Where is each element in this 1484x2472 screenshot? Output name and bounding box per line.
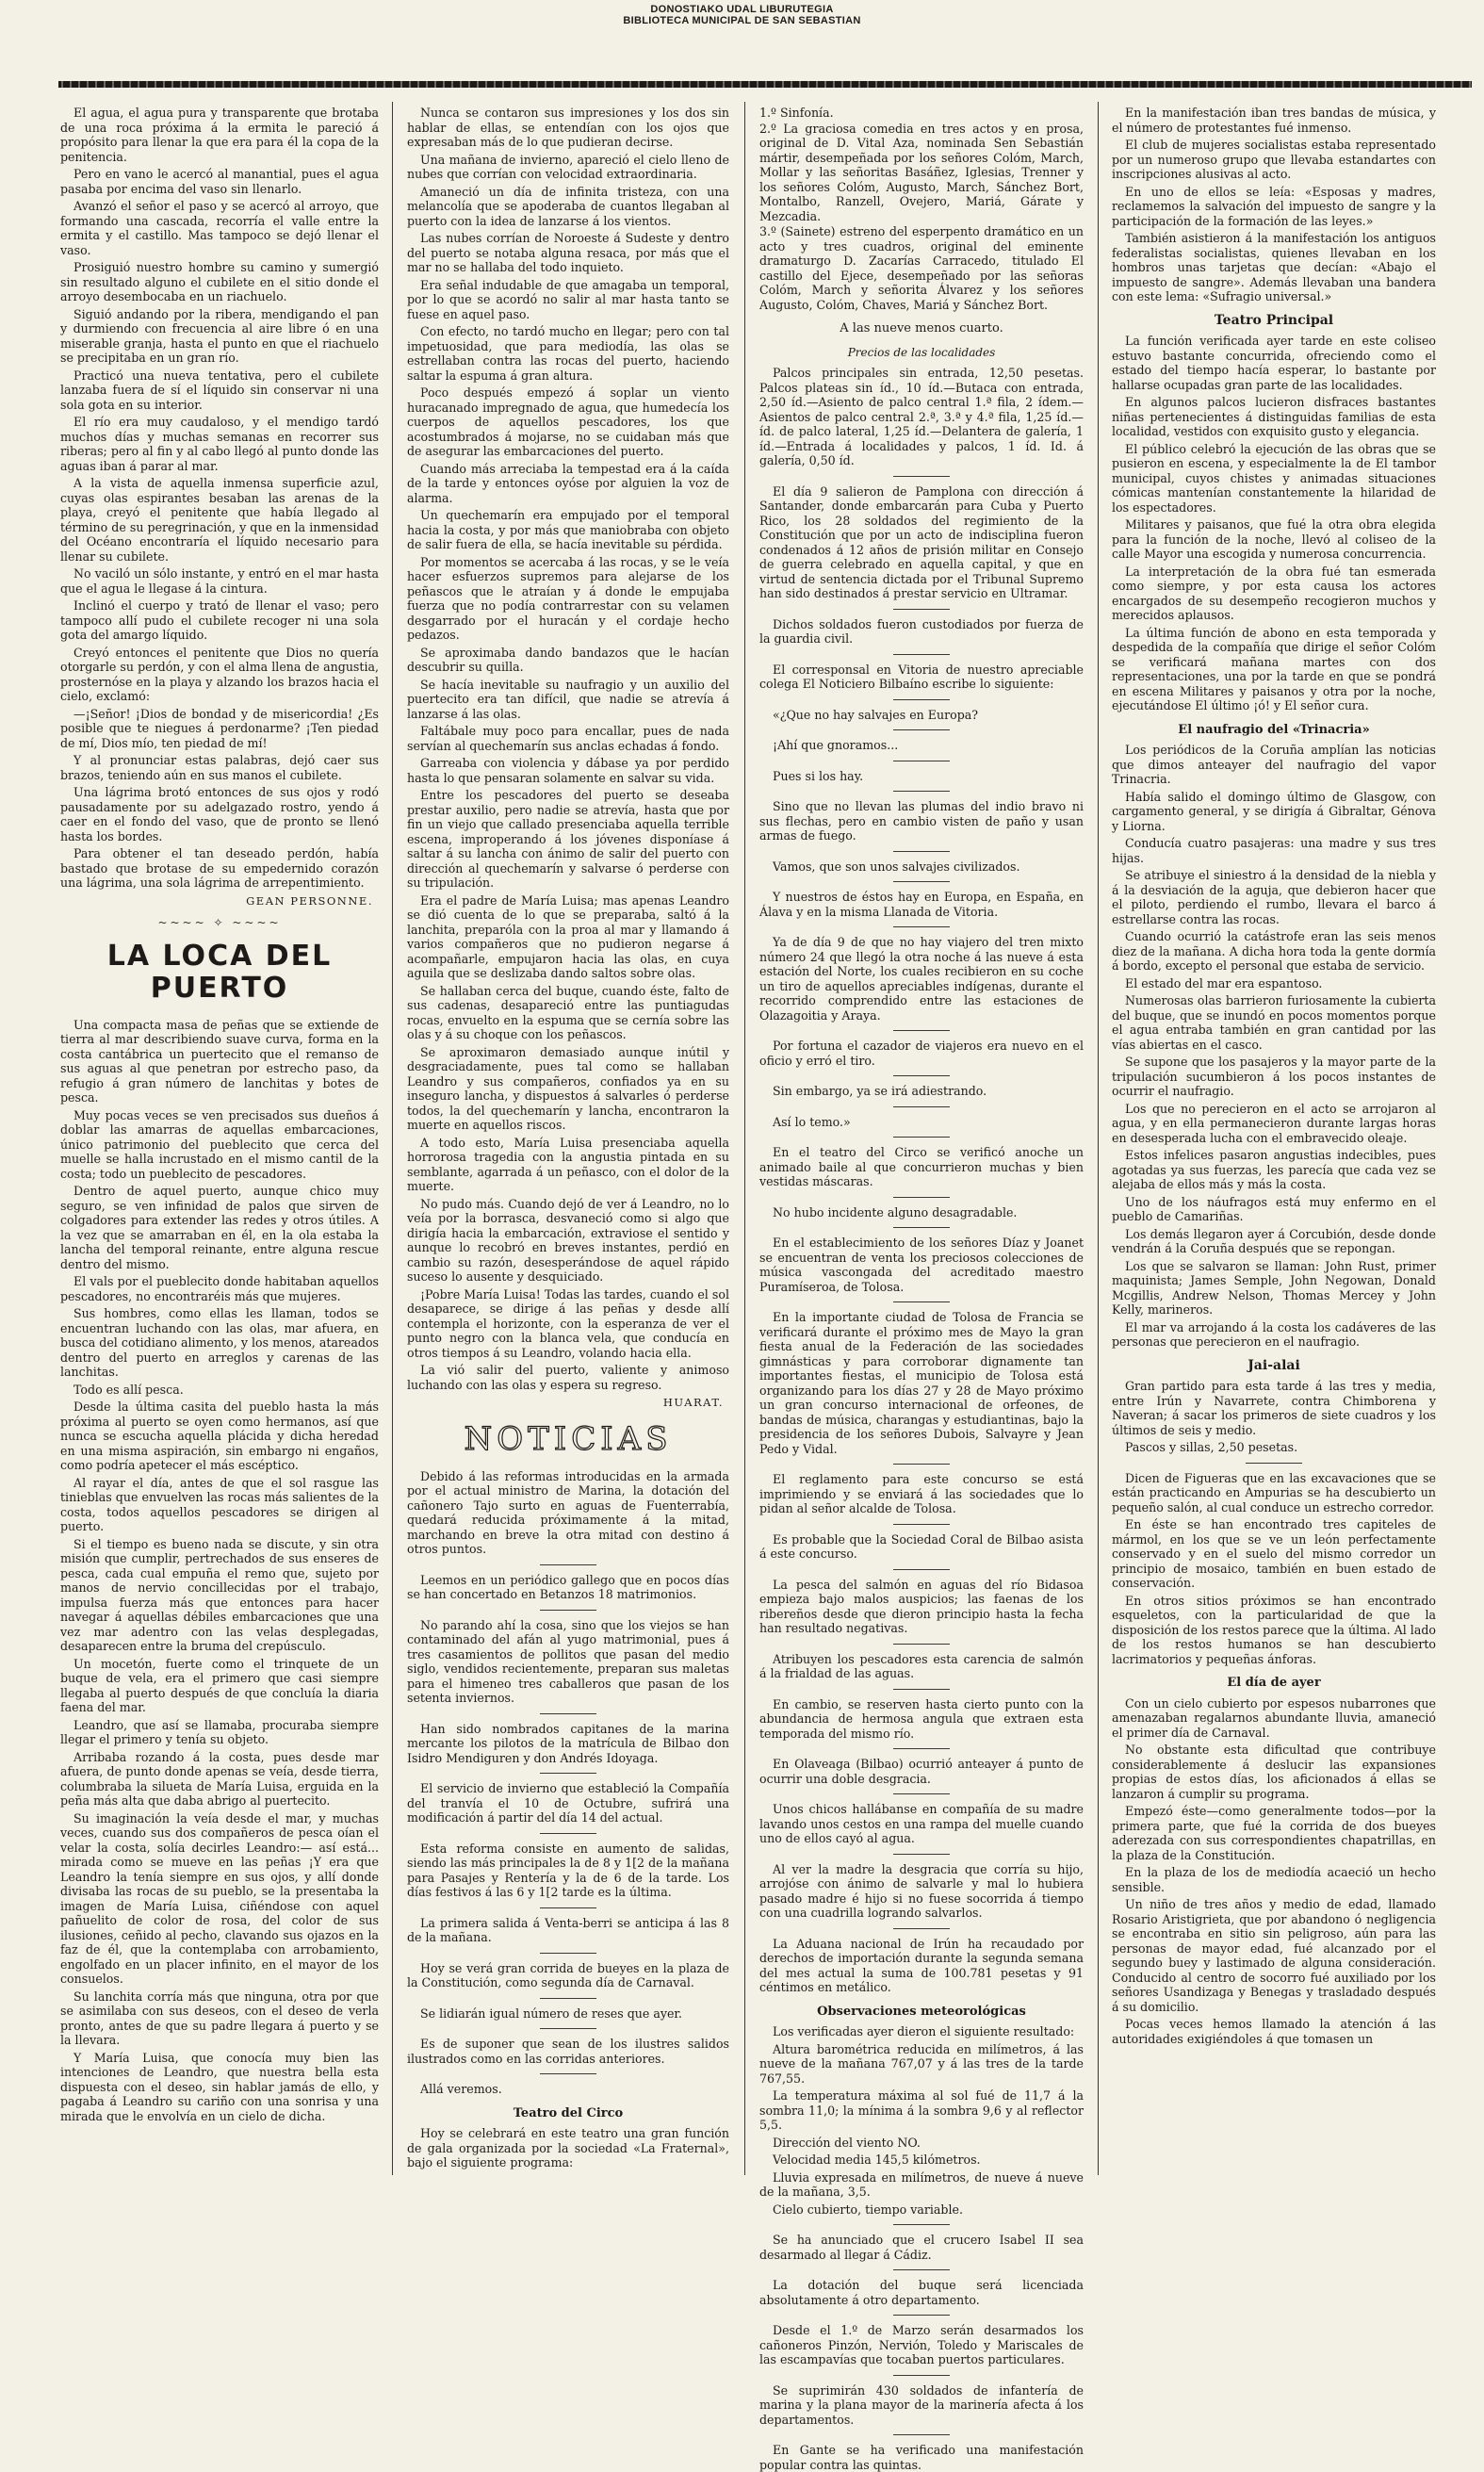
paragraph: Es de suponer que sean de los ilustres salidos ilustrados como en las corridas anteriores. [407,2037,729,2066]
separator [540,1953,596,1954]
column-divider [744,102,745,2175]
paragraph: Es probable que la Sociedad Coral de Bilbao asista á este concurso. [759,1531,1084,1561]
paragraph: Se aproximaron demasiado aunque inútil y desgraciadamente, pues tal como se hallaban Leandro y sus compañeros, confiados ya en su inseguro lancha, y dispuestos á salvarles ó perderse todos, la del quechemarín y lancha, encontraron la muerte en aquellos riscos. [407,1044,729,1132]
separator [893,1793,950,1794]
paragraph: Todo es allí pesca. [73,1382,184,1397]
separator [540,1833,596,1834]
separator [893,881,950,882]
separator [893,2269,950,2270]
paragraph: No parando ahí la cosa, sino que los viejos se han contaminado del afán al yugo matrimonial, pues á tres casamientos de pollitos que pasan del medio siglo, vendidos recientemente, preparan sus maletas para el himeneo tres caballeros que pasan de los setenta inviernos. [407,1617,729,1705]
paragraph: Desde la última casita del pueblo hasta la más próxima al puerto se oyen como hermanos, así que nunca se escucha aquella plácida y dicha heredad en una misma aspiración, sin embargo ni engaños, como podría apetecer el más escéptico. [60,1400,379,1472]
column-divider [392,102,393,2175]
paragraph: En la plaza de los de mediodía acaeció un hecho sensible. [1112,1865,1436,1894]
separator [540,1564,596,1565]
paragraph: Sus hombres, como ellas les llaman, todos se encuentran luchando con las olas, mar afuera, en busca del cotidiano alimento, y los menos, atareados dentro del puerto en arreglos y carenas de las lanchitas. [60,1306,379,1379]
paragraph: Se suprimirán 430 soldados de infantería de marina y la plana mayor de la marinería afecta á los departamentos. [759,2382,1084,2427]
article-body [60,1018,379,2124]
paragraph: Era el padre de María Luisa; mas apenas Leandro se dió cuenta de lo que se preparaba, saltó á la lanchita, preparóla con la proa al mar y llamando á varios compañeros que no pudieron negarse á acompañarle, empujaron hacia las olas, en cuya aguila que se deslizaba dando saltos sobre olas. [407,892,729,980]
weather-readings [759,2042,1084,2218]
stamp-line-2: BIBLIOTECA MUNICIPAL DE SAN SEBASTIAN [623,15,861,26]
paragraph: Allá veremos. [420,2082,502,2096]
paragraph: La vió salir del puerto, valiente y animoso luchando con las olas y espera su regreso. [407,1363,729,1392]
paragraph: Con efecto, no tardó mucho en llegar; pero con tal impetuosidad, que para mediodía, las olas se estrellaban contra las rocas del puerto, haciendo saltar la espuma á gran altura. [407,324,729,383]
paragraph: El mar va arrojando á la costa los cadáveres de las personas que perecieron en el naufragio. [1112,1319,1436,1349]
column-4 [1112,106,1436,2174]
paragraph: Las nubes corrían de Noroeste á Sudeste y dentro del puerto se notaba alguna resaca, por más que el mar no se hallaba del todo inquieto. [407,231,729,274]
paragraph: Con un cielo cubierto por espesos nubarrones que amenazaban regalarnos abundante lluvia, amaneció el primer día de Carnaval. [1112,1695,1436,1740]
paragraph: Un niño de tres años y medio de edad, llamado Rosario Aristigrieta, que por abandono ó negligencia se encontraba en sitio sin peligroso, aún para las personas de mayor edad, fué alcanzado por el segundo buey y lastimado de alguna consideración. Conducido al centro de socorro fué auxiliado por los señores Usandizaga y Benegas y trasladado después á su domicilio. [1112,1897,1436,2014]
paragraph: Ya de día 9 de que no hay viajero del tren mixto número 24 que llegó la otra noche á las nueve á esta estación del Norte, los cuales recibieron en su coche un tiro de aquellos apreciables indígenas, durante el recorrido comprendido entre las estaciones de Olazagoitia y Araya. [759,935,1084,1023]
paragraph: No hubo incidente alguno desagradable. [773,1204,1018,1220]
paragraph: Hoy se celebrará en este teatro una gran función de gala organizada por la sociedad «La Fraternal», bajo el siguiente programa: [407,2126,729,2169]
paragraph: Se hacía inevitable su naufragio y un auxilio del puertecito era tan difícil, que nadie se atrevía á lanzarse á las olas. [407,677,729,721]
paragraph: Si el tiempo es bueno nada se discute, y sin otra misión que cumplir, pertrechados de sus enseres de pesca, cada cual empuña el remo que, sujeto por manos de nervio concillecidas por el trabajo, impulsa fuerza más que entonces para hacer navegar á aquellas débiles embarcaciones que una vez mar adentro con las velas desplegadas, desaparecen entre la bruma del crepúsculo. [60,1536,379,1653]
paragraph: En Olaveaga (Bilbao) ocurrió anteayer á punto de ocurrir una doble desgracia. [759,1757,1084,1786]
paragraph: La Aduana nacional de Irún ha recaudado por derechos de importación durante la segunda semana del mes actual la suma de 100.781 pesetas y 91 céntimos en metálico. [759,1936,1084,1994]
separator [893,1854,950,1855]
section-heading: Observaciones meteorológicas [817,2004,1026,2019]
separator [893,1227,950,1228]
column-divider [1098,102,1099,2175]
paragraph: A todo esto, María Luisa presenciaba aquella horrorosa tragedia con la angustia pintada en su semblante, agarrada á un peñasco, con el dolor de la muerte. [407,1135,729,1193]
separator [893,2434,950,2435]
paragraph: El club de mujeres socialistas estaba representado por un numeroso grupo que llevaba estandartes con inscripciones alusivas al acto. [1112,138,1436,181]
paragraph: Había salido el domingo último de Glasgow, con cargamento general, y se dirigía á Gibraltar, Génova y Liorna. [1112,789,1436,833]
paragraph: Se hallaban cerca del buque, cuando éste, falto de sus cadenas, desapareció entre las puntiagudas rocas, envuelto en la espuma que se cernía sobre las olas y á su choque con los peñascos. [407,983,729,1041]
paragraph: La primera salida á Venta-berri se anticipa á las 8 de la mañana. [407,1915,729,1944]
separator [893,1524,950,1525]
paragraph: Por fortuna el cazador de viajeros era nuevo en el oficio y erró el tiro. [759,1039,1084,1068]
paragraph: En éste se han encontrado tres capiteles de mármol, en los que se ve un león perfectamente conservado y en el suelo del mismo corredor un principio de mosaico, también en buen estado de conservación. [1112,1517,1436,1590]
paragraph: Un mocetón, fuerte como el trinquete de un buque de vela, era el primero que casi siempre llegaba al puerto después de que concluía la diaria faena del mar. [60,1656,379,1714]
paragraph: Los que no perecieron en el acto se arrojaron al agua, y en ella permanecieron durante largas horas en desesperada lucha con el embravecido oleaje. [1112,1101,1436,1145]
paragraph: 3.º (Sainete) estreno del esperpento dramático en un acto y tres cuadros, original del eminente dramaturgo D. Zacarías Carracedo, titulado El castillo del Ejece, desempeñado por las señoras Colóm, March y señorita Álvarez y los señores Augusto, Colóm, Chaves, Mariá y Sánchez Bort. [759,224,1084,312]
paragraph: Era señal indudable de que amagaba un temporal, por lo que se acordó no salir al mar hasta tanto se fuese en aquel paso. [407,277,729,321]
separator [893,1106,950,1107]
paragraph: Lluvia expresada en milímetros, de nueve á nueve de la mañana, 3,5. [759,2169,1084,2199]
paragraph: Los verificadas ayer dieron el siguiente resultado: [773,2024,1075,2038]
separator [893,729,950,730]
paragraph: Siguió andando por la ribera, mendigando el pan y durmiendo con frecuencia al aire libre ó en una miserable granja, hasta el punto en que el riachuelo se precipitaba en un gran río. [60,306,379,365]
paragraph: Al rayar el día, antes de que el sol rasgue las tinieblas que envuelven las rocas más salientes de la costa, todos aquellos pescadores se dirigen al puerto. [60,1475,379,1533]
paragraph: Una compacta masa de peñas que se extiende de tierra al mar describiendo suave curva, forma en la costa cantábrica un puertecito que el remanso de sus aguas al que penetran por estrecho paso, da refugio á gran número de lanchitas y botes de pesca. [60,1017,379,1105]
column-1 [60,106,379,2174]
paragraph: Su imaginación la veía desde el mar, y muchas veces, cuando sus dos compañeros de pesca oían el velar la costa, solía decirles Leandro:— así está... mirada como se mueve en las peñas ¡Y era que Leandro la tenía siempre en sus ojos, y allí donde divisaba las rocas de su pueblo, se la presentaba la imagen de María Luisa, ciñéndose con aquel pañuelito de color de rosa, del color de sus ilusiones, ceñido al pecho, clavando sus ojazos en la faz de él, que la contemplaba con arrobamiento, engolfado en un placer infinito, en el mayor de los consuelos. [60,1810,379,1986]
paragraph: Avanzó el señor el paso y se acercó al arroyo, que formando una cascada, recorría el valle entre la ermita y el castillo. Mas tampoco se dejó llenar el vaso. [60,199,379,257]
jai-alai-article [1112,1379,1436,1455]
section-heading: El día de ayer [1227,1676,1321,1690]
paragraph: La última función de abono en esta temporada y despedida de la compañía que dirige el señor Colóm se verificará mañana martes con dos representaciones, una por la tarde en que se pondrá en escena Militares y paisanos y otra por la noche, ejecutándose El último ¡ó! y El señor cura. [1112,625,1436,712]
paragraph: Nunca se contaron sus impresiones y los dos sin hablar de ellas, se entendían con los ojos que expresaban más de lo que pudieran decirse. [407,106,729,149]
separator [893,926,950,927]
paragraph: Los periódicos de la Coruña amplían las noticias que dimos anteayer del naufragio del vapor Trinacria. [1112,743,1436,786]
paragraph: En el teatro del Circo se verificó anoche un animado baile al que concurrieron muchas y bien vestidas máscaras. [759,1145,1084,1188]
paragraph: Sino que no llevan las plumas del indio bravo ni sus flechas, pero en cambio visten de paño y usan armas de fuego. [759,799,1084,843]
prices-heading: Precios de las localidades [847,345,996,359]
library-stamp [0,4,1484,26]
paragraph: El corresponsal en Vitoria de nuestro apreciable colega El Noticiero Bilbaíno escribe lo siguiente: [759,662,1084,691]
paragraph: Arribaba rozando á la costa, pues desde mar afuera, de punto donde apenas se veía, desde tierra, columbraba la silueta de María Luisa, erguida en la peña más alta que daba abrigo al puertecito. [60,1749,379,1808]
paragraph: Para obtener el tan deseado perdón, había bastado que brotase de su empedernido corazón una lágrima, una sola lágrima de arrepentimiento. [60,846,379,890]
carnival-article [1112,1696,1436,2047]
paragraph: Y al pronunciar estas palabras, dejó caer sus brazos, teniendo aún en sus manos el cubilete. [60,753,379,782]
paragraph: Los que se salvaron se llaman: John Rust, primer maquinista; James Semple, John Negowan, Donald Mcgillis, Andrew Nelson, Thomas Mercey y John Kelly, marineros. [1112,1258,1436,1317]
paragraph: Se ha anunciado que el crucero Isabel II sea desarmado al llegar á Cádiz. [759,2233,1084,2262]
paragraph: El reglamento para este concurso se está imprimiendo y se enviará á las sociedades que lo pidan al señor alcalde de Tolosa. [759,1472,1084,1515]
author-signature: HUARAT. [662,1396,724,1409]
paragraph: Debido á las reformas introducidas en la armada por el actual ministro de Marina, la dotación del cañonero Tajo surto en aguas de Fuenterrabía, quedará reducida próximamente á la mitad, marchando en breve la otra mitad con destino á otros puntos. [407,1468,729,1556]
article-headline: LA LOCA DEL PUERTO [106,939,333,1005]
separator [893,851,950,852]
separator [893,1689,950,1690]
paragraph: ¡Ahí que gnoramos... [773,738,899,752]
serial-story [60,106,379,891]
paragraph: 2.º La graciosa comedia en tres actos y en prosa, original de D. Vital Aza, nominada Sen Sebastián mártir, desempeñada por los señores Colóm, March, Mollar y las señoritas Basáñez, Iglesias, Trenner y los señores Colóm, Augusto, March, Sánchez Bort, Montalbo, Ranzell, Ovejero, Mariá, Gárate y Mezcadia. [759,121,1084,223]
news-items [759,484,1084,1995]
separator [893,1748,950,1749]
paragraph: Gran partido para esta tarde á las tres y media, entre Irún y Navarrete, contra Chimborena y Naveran; á sacar los primeros de siete cuadros y los últimos de seis y medio. [1112,1379,1436,1437]
paragraph: Dirección del viento NO. [773,2135,921,2150]
excavation-article [1112,1471,1436,1667]
paragraph: A la vista de aquella inmensa superficie azul, cuyas olas espirantes besaban las arenas de la playa, creyó el penitente que había llegado al término de su peregrinación, y que en la inmensidad del Océano encontraría el líquido necesario para llenar su cubilete. [60,476,379,564]
paragraph: Un quechemarín era empujado por el temporal hacia la costa, y por más que maniobraba con objeto de salir fuera de ella, se hacía inevitable su pérdida. [407,508,729,551]
paragraph: Se atribuye el siniestro á la densidad de la niebla y á la desviación de la aguja, que debieron hacer que el piloto, perdiendo el rumbo, llevara el barco á estrellarse contra las rocas. [1112,868,1436,926]
paragraph: Conducía cuatro pasajeras: una madre y sus tres hijas. [1112,836,1436,865]
paragraph: Prosiguió nuestro hombre su camino y sumergió sin resultado alguno el cubilete en el sitio donde el arroyo desembocaba en un riachuelo. [60,260,379,303]
paragraph: —¡Señor! ¡Dios de bondad y de misericordia! ¿Es posible que te niegues á perdonarme? ¡Ten piedad de mí, Dios mío, ten piedad de mí! [60,706,379,750]
paragraph: Una lágrima brotó entonces de sus ojos y rodó pausadamente por su adelgazado rostro, yendo á caer en el fondo del vaso, que de pronto se llenó hasta los bordes. [60,785,379,843]
prices-note: A las nueve menos cuarto. [840,321,1003,336]
paragraph: Se aproximaba dando bandazos que le hacían descubrir su quilla. [407,645,729,674]
prices-text: Palcos principales sin entrada, 12,50 pesetas. Palcos plateas sin íd., 10 íd.—Butaca con entrada, 2,50 íd.—Asiento de palco central 1.ª fila, 2 ídem.—Asientos de palco central 2.ª, 3.ª y 4.ª fila, 1,25 íd.—íd. de palco lateral, 1,25 íd.—Delantera de galería, 1 íd.—Entrada á localidades y palcos, 1 íd. Id. á galería, 0,50 íd. [759,366,1084,467]
paragraph: Empezó éste—como generalmente todos—por la primera parte, que fué la corrida de dos bueyes aderezada con sus correspondientes chapatrillas, en la plaza de la Constitución. [1112,1804,1436,1862]
news-items [759,2233,1084,2472]
separator [540,1907,596,1908]
separator [893,1464,950,1465]
paragraph: La función verificada ayer tarde en este coliseo estuvo bastante concurrida, ofreciendo como el estado del tiempo hacía esperar, lo bastante por hallarse ocupadas gran parte de las localidades. [1112,334,1436,392]
paragraph: Militares y paisanos, que fué la otra obra elegida para la función de la noche, llevó al coliseo de la calle Mayor una escogida y numerosa concurrencia. [1112,517,1436,561]
paragraph: Pocas veces hemos llamado la atención á las autoridades exigiéndoles á que tomasen un [1112,2017,1436,2046]
paragraph: Dichos soldados fueron custodiados por fuerza de la guardia civil. [759,616,1084,646]
paragraph: Al ver la madre la desgracia que corría su hijo, arrojóse con ánimo de salvarle y mal lo hubiera pasado madre é hijo si no fuese socorrida á tiempo con una cuadrilla logrando salvarlos. [759,1861,1084,1920]
separator [893,2315,950,2316]
paragraph: En el establecimiento de los señores Díaz y Joanet se encuentran de venta los preciosos colecciones de música vascongada del acreditado maestro Puramíseroa, de Tolosa. [759,1236,1084,1294]
paragraph: Numerosas olas barrieron furiosamente la cubierta del buque, que se inundó en pocos momentos porque el agua entraba también en gran cantidad por las vías abiertas en el casco. [1112,993,1436,1052]
paragraph: En la manifestación iban tres bandas de música, y el número de protestantes fué inmenso. [1112,106,1436,135]
paragraph: Los demás llegaron ayer á Corcubión, desde donde vendrán á la Coruña después que se repongan. [1112,1226,1436,1255]
shipwreck-article [1112,743,1436,1350]
separator [893,1197,950,1198]
paragraph: La temperatura máxima al sol fué de 11,7 á la sombra 11,0; la mínima á la sombra 9,6 y al reflector 5,5. [759,2088,1084,2132]
paragraph: Leandro, que así se llamaba, procuraba siempre llegar el primero y tenía su objeto. [60,1717,379,1746]
paragraph: Creyó entonces el penitente que Dios no quería otorgarle su perdón, y con el alma llena de angustia, prosternóse en la playa y alzando los brazos hacia el cielo, exclamó: [60,645,379,703]
separator [540,2028,596,2029]
paragraph: Y María Luisa, que conocía muy bien las intenciones de Leandro, que nuestra bella esta dispuesta con el deseo, sin hablar jamás de ello, y pagaba á Leandro su cariño con una sonrisa y una mirada que le envolvía en un cielo de dicha. [60,2050,379,2123]
paragraph: El público celebró la ejecución de las obras que se pusieron en escena, y especialmente la de El tambor municipal, cuyos chistes y animadas situaciones cómicas mantenían constantemente la hilaridad de los espectadores. [1112,441,1436,515]
paragraph: No pudo más. Cuando dejó de ver á Leandro, no lo veía por la borrasca, desvaneció como si algo que dirigía hacia la embarcación, extraviose el sentido y aunque lo recobró en breves instantes, perdió en cambio su razón, desesperándose de aquel rápido suceso lo ausente y desquiciado. [407,1196,729,1284]
paragraph: Entre los pescadores del puerto se deseaba prestar auxilio, pero nadie se atrevía, hasta que por fin un viejo que callado presenciaba aquella terrible escena, improperando á los jóvenes disponíase á saltar á su lancha con ánimo de salir del puerto con dirección al quechemarín y salvarse ó perderse con su tripulación. [407,788,729,890]
paragraph: Cielo cubierto, tiempo variable. [773,2202,963,2217]
paragraph: Sin embargo, ya se irá adiestrando. [773,1084,987,1098]
separator [540,1713,596,1714]
paragraph: La pesca del salmón en aguas del río Bidasoa empieza bajo malos auspicios; las faenas de los ribereños desde que dieron principio hasta la fecha han resultado negativas. [759,1577,1084,1635]
paragraph: Muy pocas veces se ven precisados sus dueños á doblar las amarras de aquellas embarcaciones, único patrimonio del pueblecito que cerca del muelle se halla incrustado en el mismo cantil de la costa; todo un pueblecito de pescadores. [60,1107,379,1181]
section-heading: Teatro Principal [1214,312,1334,328]
paragraph: Garreaba con violencia y dábase ya por perdido hasta lo que pensaran solamente en salvar su vida. [407,756,729,785]
separator [893,2224,950,2225]
paragraph: El río era muy caudaloso, y el mendigo tardó muchos días y muchas semanas en recorrer sus riberas; pero al fin y al cabo llegó al punto donde las aguas iban á parar al mar. [60,415,379,473]
section-heading: Teatro del Circo [513,2105,624,2120]
paragraph: Una mañana de invierno, apareció el cielo lleno de nubes que corrían con velocidad extraordinaria. [407,152,729,181]
paragraph: Hoy se verá gran corrida de bueyes en la plaza de la Constitución, como segunda día de Carnaval. [407,1960,729,1989]
separator [893,476,950,477]
separator [540,1773,596,1774]
paragraph: Estos infelices pasaron angustias indecibles, pues agotadas ya sus fuerzas, les parecía que cada vez se alejaba de ellos más y más la costa. [1112,1148,1436,1191]
author-signature: GEAN PERSONNE. [246,893,373,908]
paragraph: Pascos y sillas, 2,50 pesetas. [1125,1440,1298,1454]
separator [893,1075,950,1076]
separator [540,2073,596,2074]
paragraph: «¿Que no hay salvajes en Europa? [773,707,979,722]
paragraph: Poco después empezó á soplar un viento huracanado impregnado de agua, que humedecía los cuerpos de aquellos pescadores, los que acostumbrados á mojarse, no se cuidaban más que de asegurar las embarcaciones del puerto. [407,385,729,458]
column-3 [759,106,1084,2472]
paragraph: ¡Pobre María Luisa! Todas las tardes, cuando el sol desaparece, se dirige á las peñas y desde allí contempla el horizonte, con la esperanza de ver el punto negro con la blanca vela, que conducía en otros tiempos á su Leandro, volando hacia ella. [407,1286,729,1360]
separator [893,791,950,792]
paragraph: En Gante se ha verificado una manifestación popular contra las quintas. [759,2443,1084,2472]
separator [893,1030,950,1031]
paragraph: El servicio de invierno que estableció la Compañía del tranvía el 10 de Octubre, sufrirá una modificación á partir del día 14 del actual. [407,1781,729,1825]
paragraph: La dotación del buque será licenciada absolutamente á otro departamento. [759,2278,1084,2307]
paragraph: Cuando más arreciaba la tempestad era á la caída de la tarde y entonces oyóse por alguien la voz de alarma. [407,461,729,505]
paragraph: Desde el 1.º de Marzo serán desarmados los cañoneros Pinzón, Nervión, Toledo y Mariscales de las escampavías que tocaban puertos particulares. [759,2323,1084,2366]
paragraph: Leemos en un periódico gallego que en pocos días se han concertado en Betanzos 18 matrimonios. [407,1572,729,1601]
theatre-review [1112,334,1436,713]
paragraph: Han sido nombrados capitanes de la marina mercante los pilotos de la matrícula de Bilbao don Isidro Mendiguren y don Andrés Idoyaga. [407,1721,729,1765]
paragraph: En otros sitios próximos se han encontrado esqueletos, con la particularidad de que la disposición de los restos parece que la última. Al lado de los restos humanos se han descubierto lacrimatorios y pequeñas ánforas. [1112,1593,1436,1666]
paragraph: Por momentos se acercaba á las rocas, y se le veía hacer esfuerzos supremos para alejarse de los peñascos que le atraían y á donde le empujaba fuerza que no podía contrarrestar con su velamen desgarrado por el huracán y el cordaje hecho pedazos. [407,554,729,642]
section-heading: Jai-alai [1248,1357,1300,1373]
paragraph: Unos chicos hallábanse en compañía de su madre lavando unos cestos en una rampa del muelle cuando uno de ellos cayó al agua. [759,1802,1084,1845]
paragraph: Pues si los hay. [773,768,864,783]
paragraph: Esta reforma consiste en aumento de salidas, siendo las más principales la de 8 y 1[2 de la mañana para Pasajes y Rentería y la de 6 de la tarde. Los días festivos á las 6 y 1[2 tarde es la última. [407,1841,729,1899]
paragraph: Y nuestros de éstos hay en Europa, en España, en Álava y en la misma Llanada de Vitoria. [759,890,1084,919]
paragraph: Vamos, que son unos salvajes civilizados. [773,859,1020,874]
paragraph: En cambio, se reserven hasta cierto punto con la abundancia de hermosa angula que extraen esta temporada del mismo río. [759,1696,1084,1741]
paragraph: Atribuyen los pescadores esta carencia de salmón á la frialdad de las aguas. [759,1651,1084,1680]
separator [893,699,950,700]
news-items [407,1469,729,2097]
section-heading: El naufragio del «Trinacria» [1178,722,1370,737]
paragraph: Así lo temo.» [773,1114,851,1129]
paragraph: No obstante esta dificultad que contribuye considerablemente á deslucir las expansiones propias de estos días, los aficionados á ellas se lanzaron á cumplir su programa. [1112,1743,1436,1801]
paragraph: Uno de los náufragos está muy enfermo en el pueblo de Camariñas. [1112,1194,1436,1223]
paragraph: El día 9 salieron de Pamplona con dirección á Santander, donde embarcarán para Cuba y Puerto Rico, los 28 soldados del regimiento de la Constitución que por un acto de indisciplina fueron condenados á 12 años de prisión militar en Consejo de guerra celebrado en aquella capital, y que en virtud de sentencia dictada por el Tribunal Supremo han sido destinados á prestar servicio en Ultramar. [759,483,1084,600]
paragraph: El estado del mar era espantoso. [1125,975,1323,990]
paragraph: Dicen de Figueras que en las excavaciones que se están practicando en Ampurias se ha descubierto un pequeño salón, al cual conduce un estrecho corredor. [1112,1470,1436,1514]
separator [893,1301,950,1302]
separator [893,654,950,655]
paragraph: Inclinó el cuerpo y trató de llenar el vaso; pero tampoco allí pudo el cubilete recoger ni una sola gota del amargo líquido. [60,598,379,642]
paragraph: En la importante ciudad de Tolosa de Francia se verificará durante el próximo mes de Mayo la gran fiesta anual de la Federación de las sociedades gimnásticas y para corroborar dignamente tan importantes fiestas, el municipio de Tolosa está organizando para los días 27 y 28 de Mayo próximo un gran concurso internacional de orfeones, de bandas de música, charangas y estudiantinas, bajo la presidencia de los señores Dubois, Salvayre y Jean Pedo y Vidal. [759,1310,1084,1456]
paragraph: El agua, el agua pura y transparente que brotaba de una roca próxima á la ermita le pareció á propósito para llenar la que era para él la copa de la penitencia. [60,106,379,164]
separator [893,1569,950,1570]
paragraph: Velocidad media 145,5 kilómetros. [773,2153,981,2167]
separator [1246,1463,1302,1464]
paragraph: Pero en vano le acercó al manantial, pues el agua pasaba por encima del vaso sin llenarlo. [60,167,379,196]
paragraph: Altura barométrica reducida en milímetros, á las nueve de la mañana 767,07 y á las tres de la tarde 767,55. [759,2041,1084,2086]
paragraph: En uno de ellos se leía: «Esposas y madres, reclamemos la salvación del impuesto de sangre y la participación de la formación de las leyes.» [1112,184,1436,228]
paragraph: Faltábale muy poco para encallar, pues de nada servían al quechemarín sus anclas echadas á fondo. [407,724,729,753]
paragraph: Se lidiarán igual número de reses que ayer. [420,2005,683,2021]
article-body-continued [407,106,729,1392]
paragraph: Amaneció un día de infinita tristeza, con una melancolía que se apoderaba de cuantos llegaban al puerto con la idea de lanzarse á los vientos. [407,184,729,228]
separator [893,1928,950,1929]
separator [540,1610,596,1611]
separator [893,1644,950,1645]
news-items [1112,106,1436,304]
theatre-program [759,106,1084,312]
top-ornamental-rule [58,81,1472,88]
column-2 [407,106,729,2174]
ornament-divider: ~~~~ ✧ ~~~~ [157,916,282,929]
separator [893,2375,950,2376]
paragraph: Practicó una nueva tentativa, pero el cubilete lanzaba fuera de sí el líquido sin conservar ni una sola gota en su interior. [60,368,379,412]
paragraph: También asistieron á la manifestación los antiguos federalistas socialistas, quienes llevaban en los hombros unas tarjetas que decían: «Abajo el impuesto de sangre». Además llevaban una bandera con este lema: «Sufragio universal.» [1112,231,1436,303]
paragraph: En algunos palcos lucieron disfraces bastantes niñas pertenecientes á distinguidas familias de esta localidad, vestidos con exquisito gusto y elegancia. [1112,395,1436,438]
paragraph: La interpretación de la obra fué tan esmerada como siempre, y por esta causa los actores encargados de su desempeño recogieron muchos y merecidos aplausos. [1112,564,1436,622]
paragraph: Su lanchita corría más que ninguna, otra por que se asimilaba con sus deseos, con el deseo de verla pronto, antes de que su padre llegara á puerto y se la llevara. [60,1989,379,2047]
paragraph: Dentro de aquel puerto, aunque chico muy seguro, se ven infinidad de palos que sirven de colgadores para extender las redes y otros útiles. A la vez que se amarraban en él, en la ola estaba la lancha del temporal reinante, entre alguna rescue dentro del mismo. [60,1184,379,1271]
paragraph: 1.º Sinfonía. [759,106,834,120]
separator [540,1998,596,1999]
paragraph: Se supone que los pasajeros y la mayor parte de la tripulación sucumbieron á los pocos instantes de ocurrir el naufragio. [1112,1055,1436,1098]
noticias-heading: NOTICIAS [464,1419,673,1458]
paragraph: El vals por el pueblecito donde habitaban aquellos pescadores, no encontraréis más que mujeres. [60,1274,379,1303]
paragraph: No vaciló un sólo instante, y entró en el mar hasta que el agua le llegase á la cintura. [60,566,379,596]
paragraph: Cuando ocurrió la catástrofe eran las seis menos diez de la mañana. A dicha hora toda la gente dormía á bordo, excepto el personal que estaba de servicio. [1112,929,1436,973]
separator [893,1137,950,1138]
stamp-line-1: DONOSTIAKO UDAL LIBURUTEGIA [650,4,834,15]
separator [893,609,950,610]
